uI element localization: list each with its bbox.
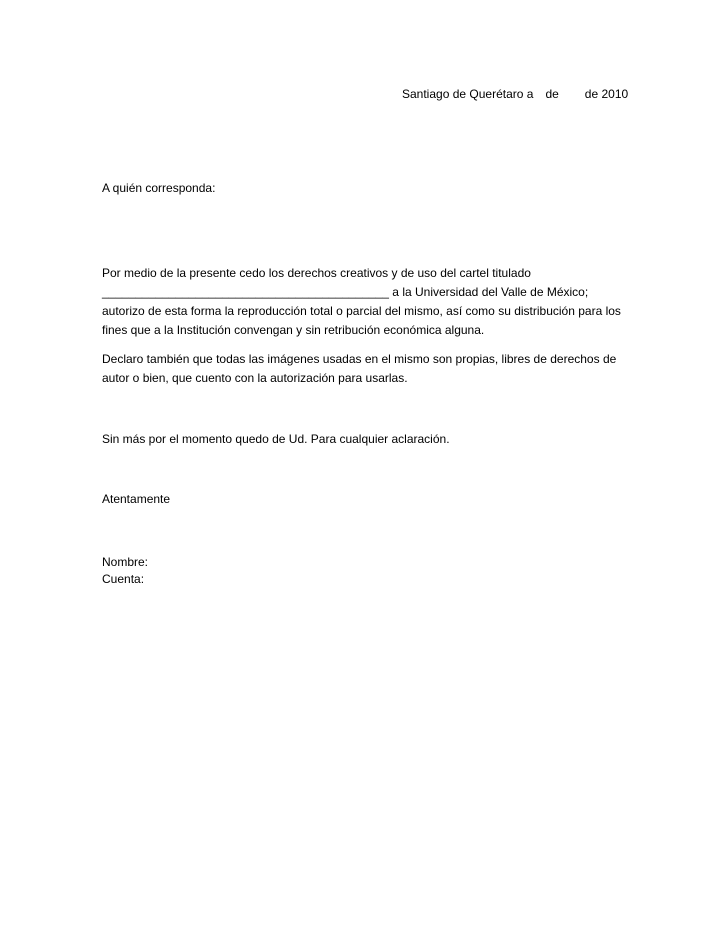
paragraph-consent-line: ___________________________________________ a la Universidad del Valle de México; <box>102 285 589 299</box>
dateline-year: de 2010 <box>584 87 629 101</box>
paragraph-consent <box>102 264 642 340</box>
salutation: A quién corresponda: <box>102 181 216 195</box>
dateline-de: de <box>545 87 559 101</box>
dateline <box>402 86 628 102</box>
signature-block <box>102 554 642 588</box>
name-label: Nombre: <box>102 555 149 569</box>
closing-sentence: Sin más por el momento quedo de Ud. Para cualquier aclaración. <box>102 432 450 446</box>
paragraph-declaration <box>102 350 642 388</box>
paragraph-declaration-line: autor o bien, que cuento con la autorización para usarlas. <box>102 371 408 385</box>
account-label: Cuenta: <box>102 572 145 586</box>
paragraph-declaration-line: Declaro también que todas las imágenes usadas en el mismo son propias, libres de derechos de <box>102 352 617 366</box>
paragraph-consent-line: autorizo de esta forma la reproducción total o parcial del mismo, así como su distribución para los <box>102 304 621 318</box>
paragraph-consent-line: Por medio de la presente cedo los derechos creativos y de uso del cartel titulado <box>102 266 531 280</box>
dateline-place: Santiago de Querétaro a <box>402 87 534 101</box>
farewell: Atentamente <box>102 492 171 506</box>
paragraph-consent-line: fines que a la Institución convengan y sin retribución económica alguna. <box>102 323 485 337</box>
